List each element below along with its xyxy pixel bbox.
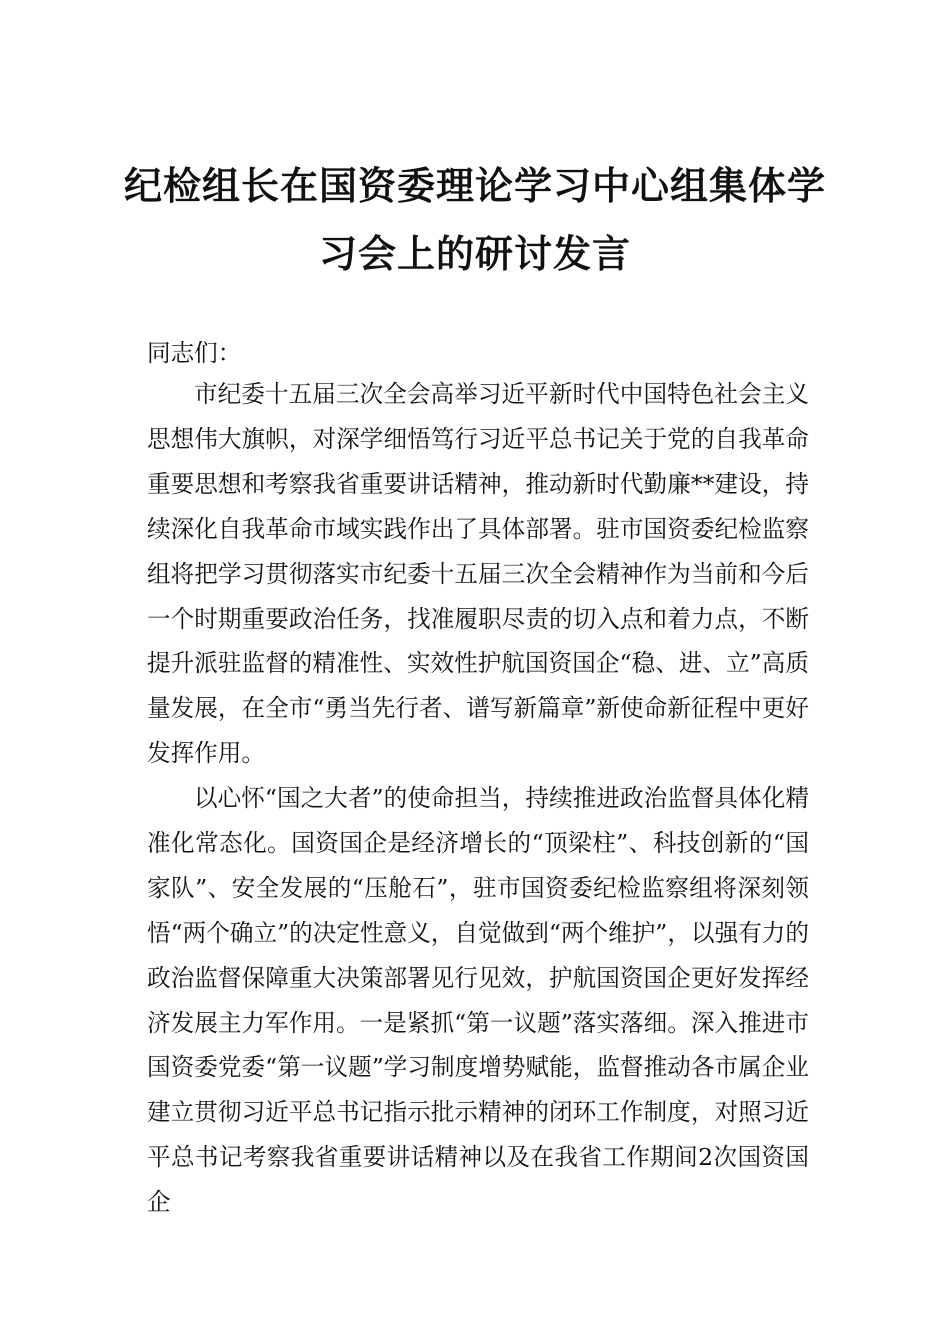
paragraph-2-container — [147, 776, 809, 1225]
document-title-line-2: 习会上的研讨发言 — [318, 231, 631, 276]
paragraph-1: 市纪委十五届三次全会高举习近平新时代中国特色社会主义思想伟大旗帜，对深学细悟笃行习近平总书记关于党的自我革命重要思想和考察我省重要讲话精神，推动新时代勤廉**建设，持续深化自我革命市域实践作出了具体部署。驻市国资委纪检监察组将把学习贯彻落实市纪委十五届三次全会精神作为当前和今后一个时期重要政治任务，找准履职尽责的切入点和着力点，不断提升派驻监督的精准性、实效性护航国资国企“稳、进、立”高质量发展，在全市“勇当先行者、谱写新篇章”新使命新征程中更好发挥作用。 — [147, 380, 809, 768]
salutation: 同志们： — [147, 339, 242, 367]
paragraph-2: 以心怀“国之大者”的使命担当，持续推进政治监督具体化精准化常态化。国资国企是经济增长的“顶梁柱”、科技创新的“国家队”、安全发展的“压舱石”，驻市国资委纪检监察组将深刻领悟“两个确立”的决定性意义，自觉做到“两个维护”，以强有力的政治监督保障重大决策部署见行见效，护航国资国企更好发挥经济发展主力军作用。一是紧抓“第一议题”落实落细。深入推进市国资委党委“第一议题”学习制度增势赋能，监督推动各市属企业建立贯彻习近平总书记指示批示精神的闭环工作制度，对照习近平总书记考察我省重要讲话精神以及在我省工作期间2次国资国企 — [147, 784, 809, 1217]
document-title-line-1: 纪检组长在国资委理论学习中心组集体学 — [123, 163, 826, 208]
paragraph-1-container — [147, 372, 809, 776]
